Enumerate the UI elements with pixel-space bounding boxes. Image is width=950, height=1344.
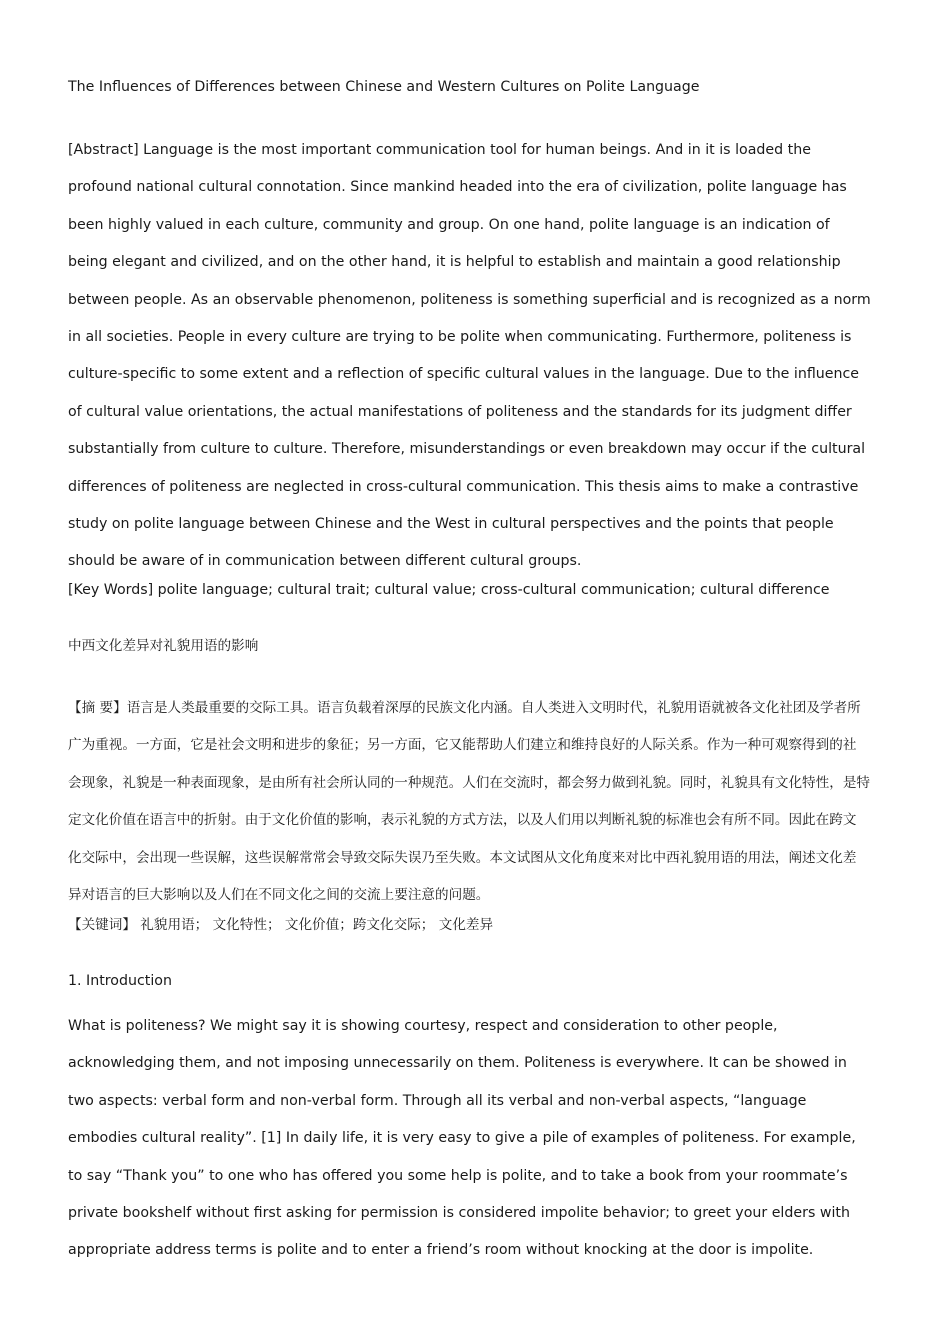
chinese-abstract — [68, 690, 870, 914]
body-line: embodies cultural reality”. [1] In daily life, it is very easy to give a pile of examples of politeness. For example, — [68, 1130, 856, 1147]
introduction-body — [68, 1008, 856, 1270]
abstract-line: 【摘 要】语言是人类最重要的交际工具。语言负载着深厚的民族文化内涵。自人类进入文明时代，礼貌用语就被各文化社团及学者所 — [68, 700, 861, 716]
abstract-line: study on polite language between Chinese and the West in cultural perspectives and the points that people — [68, 515, 834, 532]
abstract-line: 会现象，礼貌是一种表面现象，是由所有社会所认同的一种规范。人们在交流时，都会努力做到礼貌。同时，礼貌具有文化特性，是特 — [68, 774, 871, 791]
chinese-title: 中西文化差异对礼貌用语的影响 — [68, 638, 259, 654]
body-line: What is politeness? We might say it is showing courtesy, respect and consideration to other people, — [68, 1018, 778, 1034]
abstract-line: in all societies. People in every culture are trying to be polite when communicating. Furthermore, politeness is — [68, 328, 852, 345]
section-heading-introduction: 1. Introduction — [68, 973, 172, 989]
english-title: The Influences of Differences between Chinese and Western Cultures on Polite Language — [68, 79, 700, 95]
chinese-keywords: 【关键词】 礼貌用语； 文化特性； 文化价值；跨文化交际； 文化差异 — [68, 917, 494, 933]
abstract-line: being elegant and civilized, and on the other hand, it is helpful to establish and maintain a good relationship — [68, 254, 841, 271]
abstract-line: 化交际中，会出现一些误解，这些误解常常会导致交际失误乃至失败。本文试图从文化角度来对比中西礼貌用语的用法，阐述文化差 — [68, 849, 857, 866]
abstract-line: should be aware of in communication between different cultural groups. — [68, 553, 582, 570]
body-line: two aspects: verbal form and non-verbal form. Through all its verbal and non-verbal aspects, “language — [68, 1092, 807, 1109]
abstract-line: of cultural value orientations, the actual manifestations of politeness and the standards for its judgment differ — [68, 403, 852, 420]
body-line: to say “Thank you” to one who has offered you some help is polite, and to take a book from your roommate’s — [68, 1167, 848, 1184]
abstract-line: substantially from culture to culture. Therefore, misunderstandings or even breakdown may occur if the cultural — [68, 441, 866, 458]
abstract-line: [Abstract] Language is the most important communication tool for human beings. And in it is loaded the — [68, 142, 811, 158]
abstract-line: profound national cultural connotation. Since mankind headed into the era of civilization, polite language has — [68, 179, 847, 196]
english-keywords: [Key Words] polite language; cultural trait; cultural value; cross-cultural communication; cultural difference — [68, 582, 830, 598]
abstract-line: 定文化价值在语言中的折射。由于文化价值的影响，表示礼貌的方式方法，以及人们用以判断礼貌的标准也会有所不同。因此在跨文 — [68, 812, 857, 829]
abstract-line: 异对语言的巨大影响以及人们在不同文化之间的交流上要注意的问题。 — [68, 886, 490, 903]
abstract-line: been highly valued in each culture, community and group. On one hand, polite language is an indication of — [68, 216, 830, 233]
abstract-line: culture-specific to some extent and a reflection of specific cultural values in the language. Due to the influence — [68, 366, 860, 383]
abstract-line: 广为重视。一方面，它是社会文明和进步的象征；另一方面，它又能帮助人们建立和维持良好的人际关系。作为一种可观察得到的社 — [68, 737, 857, 754]
body-line: acknowledging them, and not imposing unnecessarily on them. Politeness is everywhere. It can be showed in — [68, 1055, 847, 1072]
abstract-line: between people. As an observable phenomenon, politeness is something superficial and is recognized as a norm — [68, 291, 871, 308]
english-abstract — [68, 132, 871, 581]
abstract-line: differences of politeness are neglected in cross-cultural communication. This thesis aims to make a contrastive — [68, 478, 859, 495]
body-line: private bookshelf without first asking for permission is considered impolite behavior; to greet your elders with — [68, 1204, 850, 1221]
body-line: appropriate address terms is polite and to enter a friend’s room without knocking at the door is impolite. — [68, 1242, 814, 1259]
